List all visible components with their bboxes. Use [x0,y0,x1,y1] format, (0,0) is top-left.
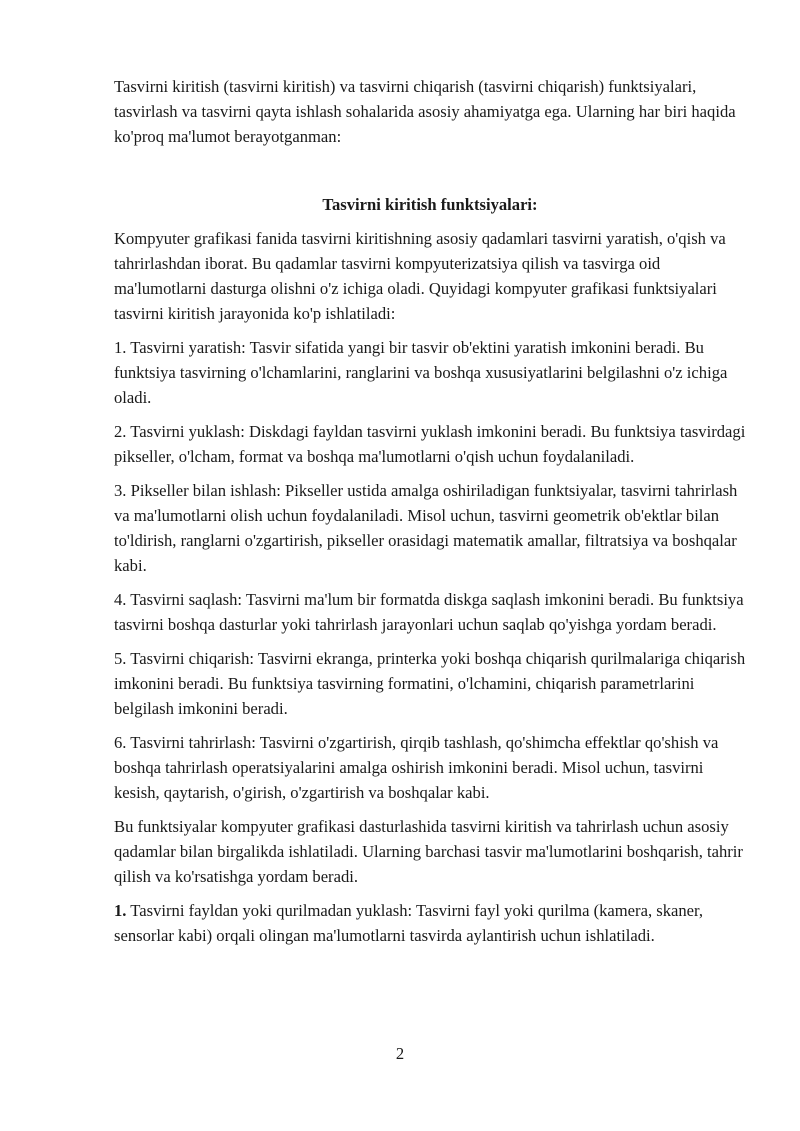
paragraph-overview: Kompyuter grafikasi fanida tasvirni kiritishning asosiy qadamlari tasvirni yaratish, o'qish va tahrirlashdan iborat. Bu qadamlar tasvirni kompyuterizatsiya qilish va tasvirga oid ma'lumotlarni dasturga olishni o'z ichiga oladi. Quyidagi kompyuter grafikasi funktsiyalari tasvirni kiritish jarayonida ko'p ishlatiladi: [114,229,726,323]
list-item-load-from-device [114,898,746,948]
list-item-text: Tasvirni fayldan yoki qurilmadan yuklash: Tasvirni fayl yoki qurilma (kamera, skaner, sensorlar kabi) orqali olingan ma'lumotlarni tasvirda aylantirish uchun ishlatiladi. [114,901,704,945]
list-item-edit: 6. Tasvirni tahrirlash: Tasvirni o'zgartirish, qirqib tashlash, qo'shimcha effektlar qo'shish va boshqa tahrirlash operatsiyalarini amalga oshirish imkonini beradi. Misol uchun, tasvirni kesish, qaytarish, o'girish, o'zgartirish va boshqalar kabi. [114,733,719,802]
section-heading: Tasvirni kiritish funktsiyalari: [322,195,538,214]
list-item-number: 1. [114,901,127,920]
list-item-save: 4. Tasvirni saqlash: Tasvirni ma'lum bir formatda diskga saqlash imkonini beradi. Bu funktsiya tasvirni boshqa dasturlar yoki tahrirlash jarayonlari uchun saqlab qo'yishga yordam beradi. [114,590,744,634]
document-page [114,74,746,957]
intro-paragraph: Tasvirni kiritish (tasvirni kiritish) va tasvirni chiqarish (tasvirni chiqarish) funktsiyalari, tasvirlash va tasvirni qayta ishlash sohalarida asosiy ahamiyatga ega. Ularning har biri haqida ko'proq ma'lumot berayotganman: [114,77,736,146]
page-number: 2 [395,1044,405,1063]
paragraph-summary: Bu funktsiyalar kompyuter grafikasi dasturlashida tasvirni kiritish va tahrirlash uchun asosiy qadamlar bilan birgalikda ishlatiladi. Ularning barchasi tasvir ma'lumotlarini boshqarish, tahrir qilish va ko'rsatishga yordam beradi. [114,817,743,886]
list-item-create: 1. Tasvirni yaratish: Tasvir sifatida yangi bir tasvir ob'ektini yaratish imkonini beradi. Bu funktsiya tasvirning o'lchamlarini, ranglarini va boshqa xususiyatlarini belgilashni o'z ichiga oladi. [114,338,728,407]
list-item-output: 5. Tasvirni chiqarish: Tasvirni ekranga, printerka yoki boshqa chiqarish qurilmalariga chiqarish imkonini beradi. Bu funktsiya tasvirning formatini, o'lchamini, chiqarish parametrlarini belgilash imkonini beradi. [114,649,746,718]
list-item-load: 2. Tasvirni yuklash: Diskdagi fayldan tasvirni yuklash imkonini beradi. Bu funktsiya tasvirdagi pikseller, o'lcham, format va boshqa ma'lumotlarni o'qish uchun foydalaniladi. [114,422,746,466]
list-item-pixels: 3. Pikseller bilan ishlash: Pikseller ustida amalga oshiriladigan funktsiyalar, tasvirni tahrirlash va ma'lumotlarni olish uchun foydalaniladi. Misol uchun, tasvirni geometrik ob'ektlar bilan to'ldirish, ranglarni o'zgartirish, pikseller orasidagi matematik amallar, filtratsiya va boshqalar kabi. [114,481,738,575]
